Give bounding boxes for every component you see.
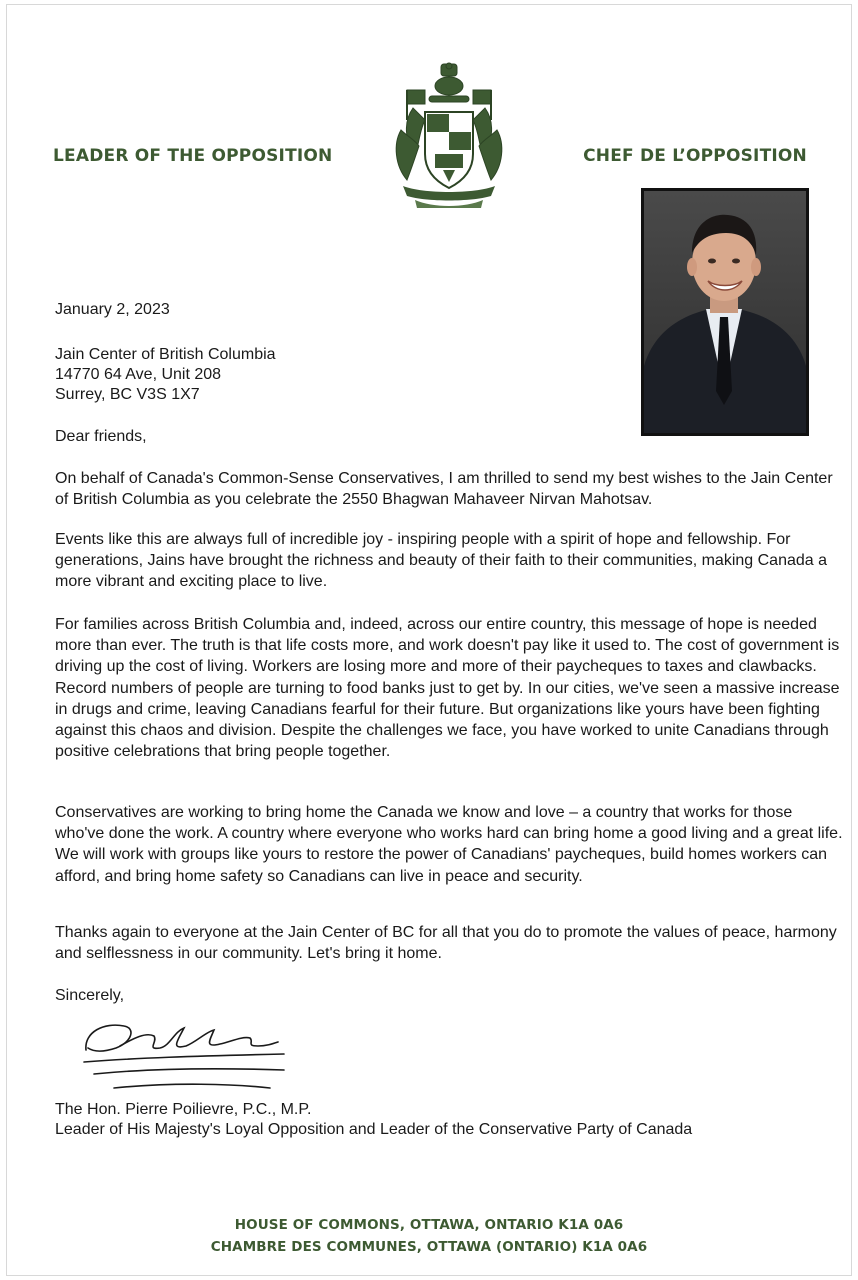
portrait-image [644,191,806,433]
handwritten-signature-icon [74,1002,294,1098]
coat-of-arms-icon [393,62,505,210]
recipient-name: Jain Center of British Columbia [55,346,276,363]
paragraph-5: Thanks again to everyone at the Jain Center of BC for all that you do to promote the values of peace, harmony and selflessness in our community. Let's bring it home. [55,924,837,963]
paragraph-3: For families across British Columbia and, indeed, across our entire country, this message of hope is needed more than ever. The truth is that life costs more, and work doesn't pay like it used to. The cost of government is driving up the cost of living. Workers are losing more and more of their paycheques to taxes and clawbacks. Record numbers of people are turning to food banks just to get by. In our cities, we've seen a massive increase in drugs and crime, leaving Canadians fearful for their future. But organizations like yours have been fighting against this chaos and division. Despite the challenges we face, you have worked to unite Canadians through positive celebrations that bring people together. [55,616,840,761]
recipient-address-line2: Surrey, BC V3S 1X7 [55,386,200,403]
signer-title: Leader of His Majesty's Loyal Opposition and Leader of the Conservative Party of Canada [55,1121,693,1138]
letter-date: January 2, 2023 [55,301,170,318]
signer-name: The Hon. Pierre Poilievre, P.C., M.P. [55,1101,312,1118]
recipient-address-line1: 14770 64 Ave, Unit 208 [55,366,222,383]
closing: Sincerely, [55,987,125,1004]
letterhead-title-french: CHEF DE L’OPPOSITION [583,146,807,166]
paragraph-1: On behalf of Canada's Common-Sense Conservatives, I am thrilled to send my best wishes to the Jain Center of British Columbia as you celebrate the 2550 Bhagwan Mahaveer Nirvan Mahotsav. [55,470,833,509]
paragraph-2: Events like this are always full of incredible joy - inspiring people with a spirit of hope and fellowship. For generations, Jains have brought the richness and beauty of their faith to their communities, making Canada a more vibrant and exciting place to live. [55,531,828,591]
paragraph-4: Conservatives are working to bring home the Canada we know and love – a country that works for those who've done the work. A country where everyone who works hard can bring home a good living and a great life. We will work with groups like yours to restore the power of Canadians' paycheques, build homes workers can afford, and bring home safety so Canadians can live in peace and security. [55,804,843,885]
salutation: Dear friends, [55,428,147,445]
portrait-photo [641,188,809,436]
footer-address-french: CHAMBRE DES COMMUNES, OTTAWA (ONTARIO) K1A 0A6 [210,1239,648,1255]
letterhead-title-english: LEADER OF THE OPPOSITION [53,146,333,166]
footer-address-english: HOUSE OF COMMONS, OTTAWA, ONTARIO K1A 0A6 [234,1217,624,1233]
